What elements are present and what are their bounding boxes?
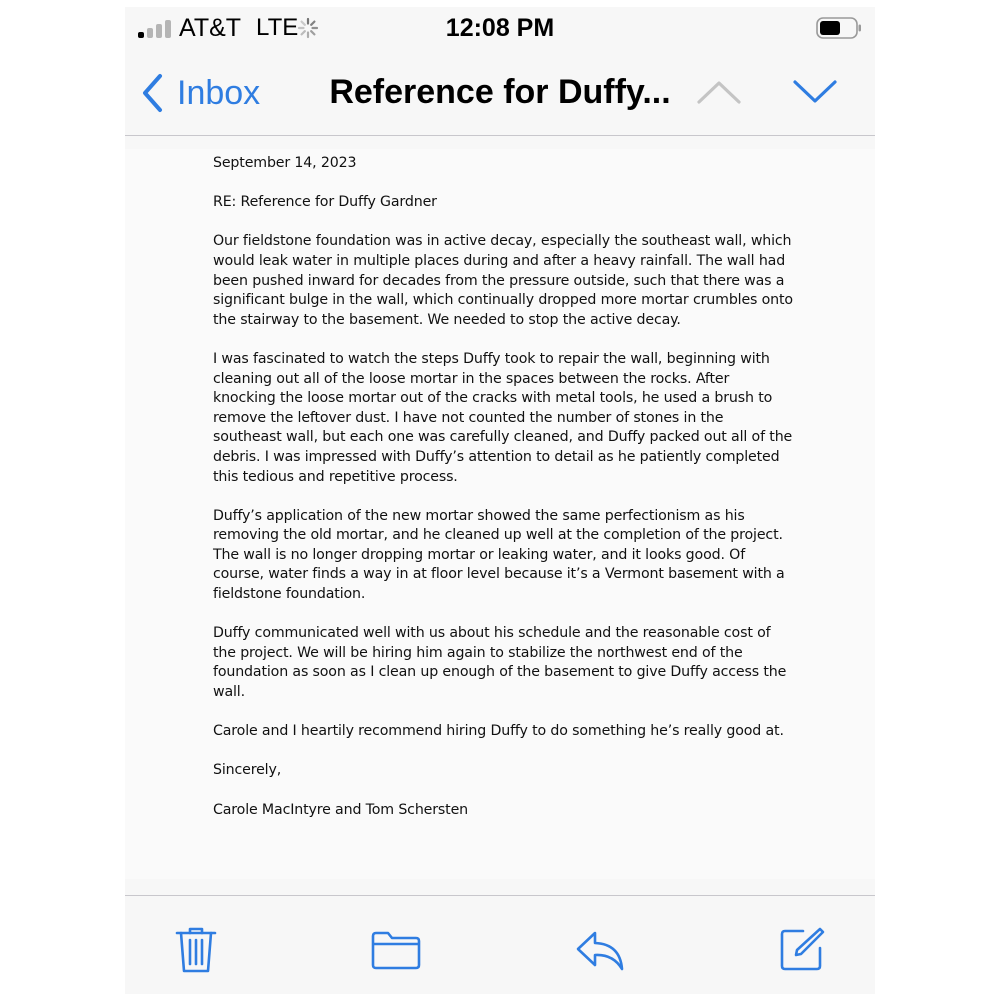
status-bar: [125, 7, 875, 51]
carrier-name: AT&T: [179, 14, 242, 42]
compose-icon[interactable]: [779, 926, 825, 972]
letter-date: September 14, 2023: [213, 155, 357, 171]
network-type: LTE: [256, 14, 299, 41]
navigation-bar: [125, 51, 875, 136]
mail-app-screen: [125, 7, 875, 994]
reference-letter: [213, 154, 793, 840]
back-to-inbox-button[interactable]: [141, 71, 260, 115]
previous-message-chevron-up-icon[interactable]: [696, 79, 742, 105]
chevron-left-icon: [141, 73, 163, 113]
message-body[interactable]: [125, 149, 875, 879]
bottom-toolbar: [125, 895, 875, 994]
battery-icon: [816, 17, 862, 39]
letter-closing: Sincerely,: [213, 762, 282, 779]
activity-spinner-icon: [297, 17, 319, 39]
letter-paragraph: Duffy’s application of the new mortar showed the same perfectionism as his removing the old mortar, and he cleaned up well at the completion of the project. The wall is no longer dropping mortar or leaking water, and it looks good. Of course, water finds a way in at floor level because it’s a Vermont basement with a fieldstone foundation.: [213, 507, 785, 603]
letter-paragraph: Carole and I heartily recommend hiring Duffy to do something he’s really good at.: [213, 723, 784, 740]
clock-time: 12:08 PM: [445, 14, 555, 42]
folder-icon[interactable]: [371, 930, 421, 970]
letter-paragraph: Our fieldstone foundation was in active decay, especially the southeast wall, which would leak water in multiple places during and after a heavy rainfall. The wall had been pushed inward for decades from the pressure outside, such that there was a significant bulge in the wall, which continually dropped more mortar crumbles onto the stairway to the basement. We needed to stop the active decay.: [213, 233, 793, 328]
letter-paragraph: Duffy communicated well with us about his schedule and the reasonable cost of the project. We will be hiring him again to stabilize the northwest end of the foundation as soon as I clean up enough of the basement to give Duffy access the wall.: [213, 625, 787, 701]
cellular-signal-icon: [138, 18, 174, 38]
reply-icon[interactable]: [575, 930, 625, 972]
message-title: Reference for Duffy...: [329, 73, 671, 111]
letter-subject: RE: Reference for Duffy Gardner: [213, 194, 437, 211]
back-button-label: Inbox: [177, 73, 261, 112]
letter-signature: Carole MacIntyre and Tom Schersten: [213, 801, 469, 818]
letter-paragraph: I was fascinated to watch the steps Duffy took to repair the wall, beginning with cleaning out all of the loose mortar in the spaces between the rocks. After knocking the loose mortar out of the cracks with metal tools, he used a brush to remove the leftover dust. I have not counted the number of stones in the southeast wall, but each one was carefully cleaned, and Duffy packed out all of the debris. I was impressed with Duffy’s attention to detail as he patiently completed this tedious and repetitive process.: [213, 350, 793, 485]
trash-icon[interactable]: [175, 926, 217, 974]
next-message-chevron-down-icon[interactable]: [792, 79, 838, 105]
